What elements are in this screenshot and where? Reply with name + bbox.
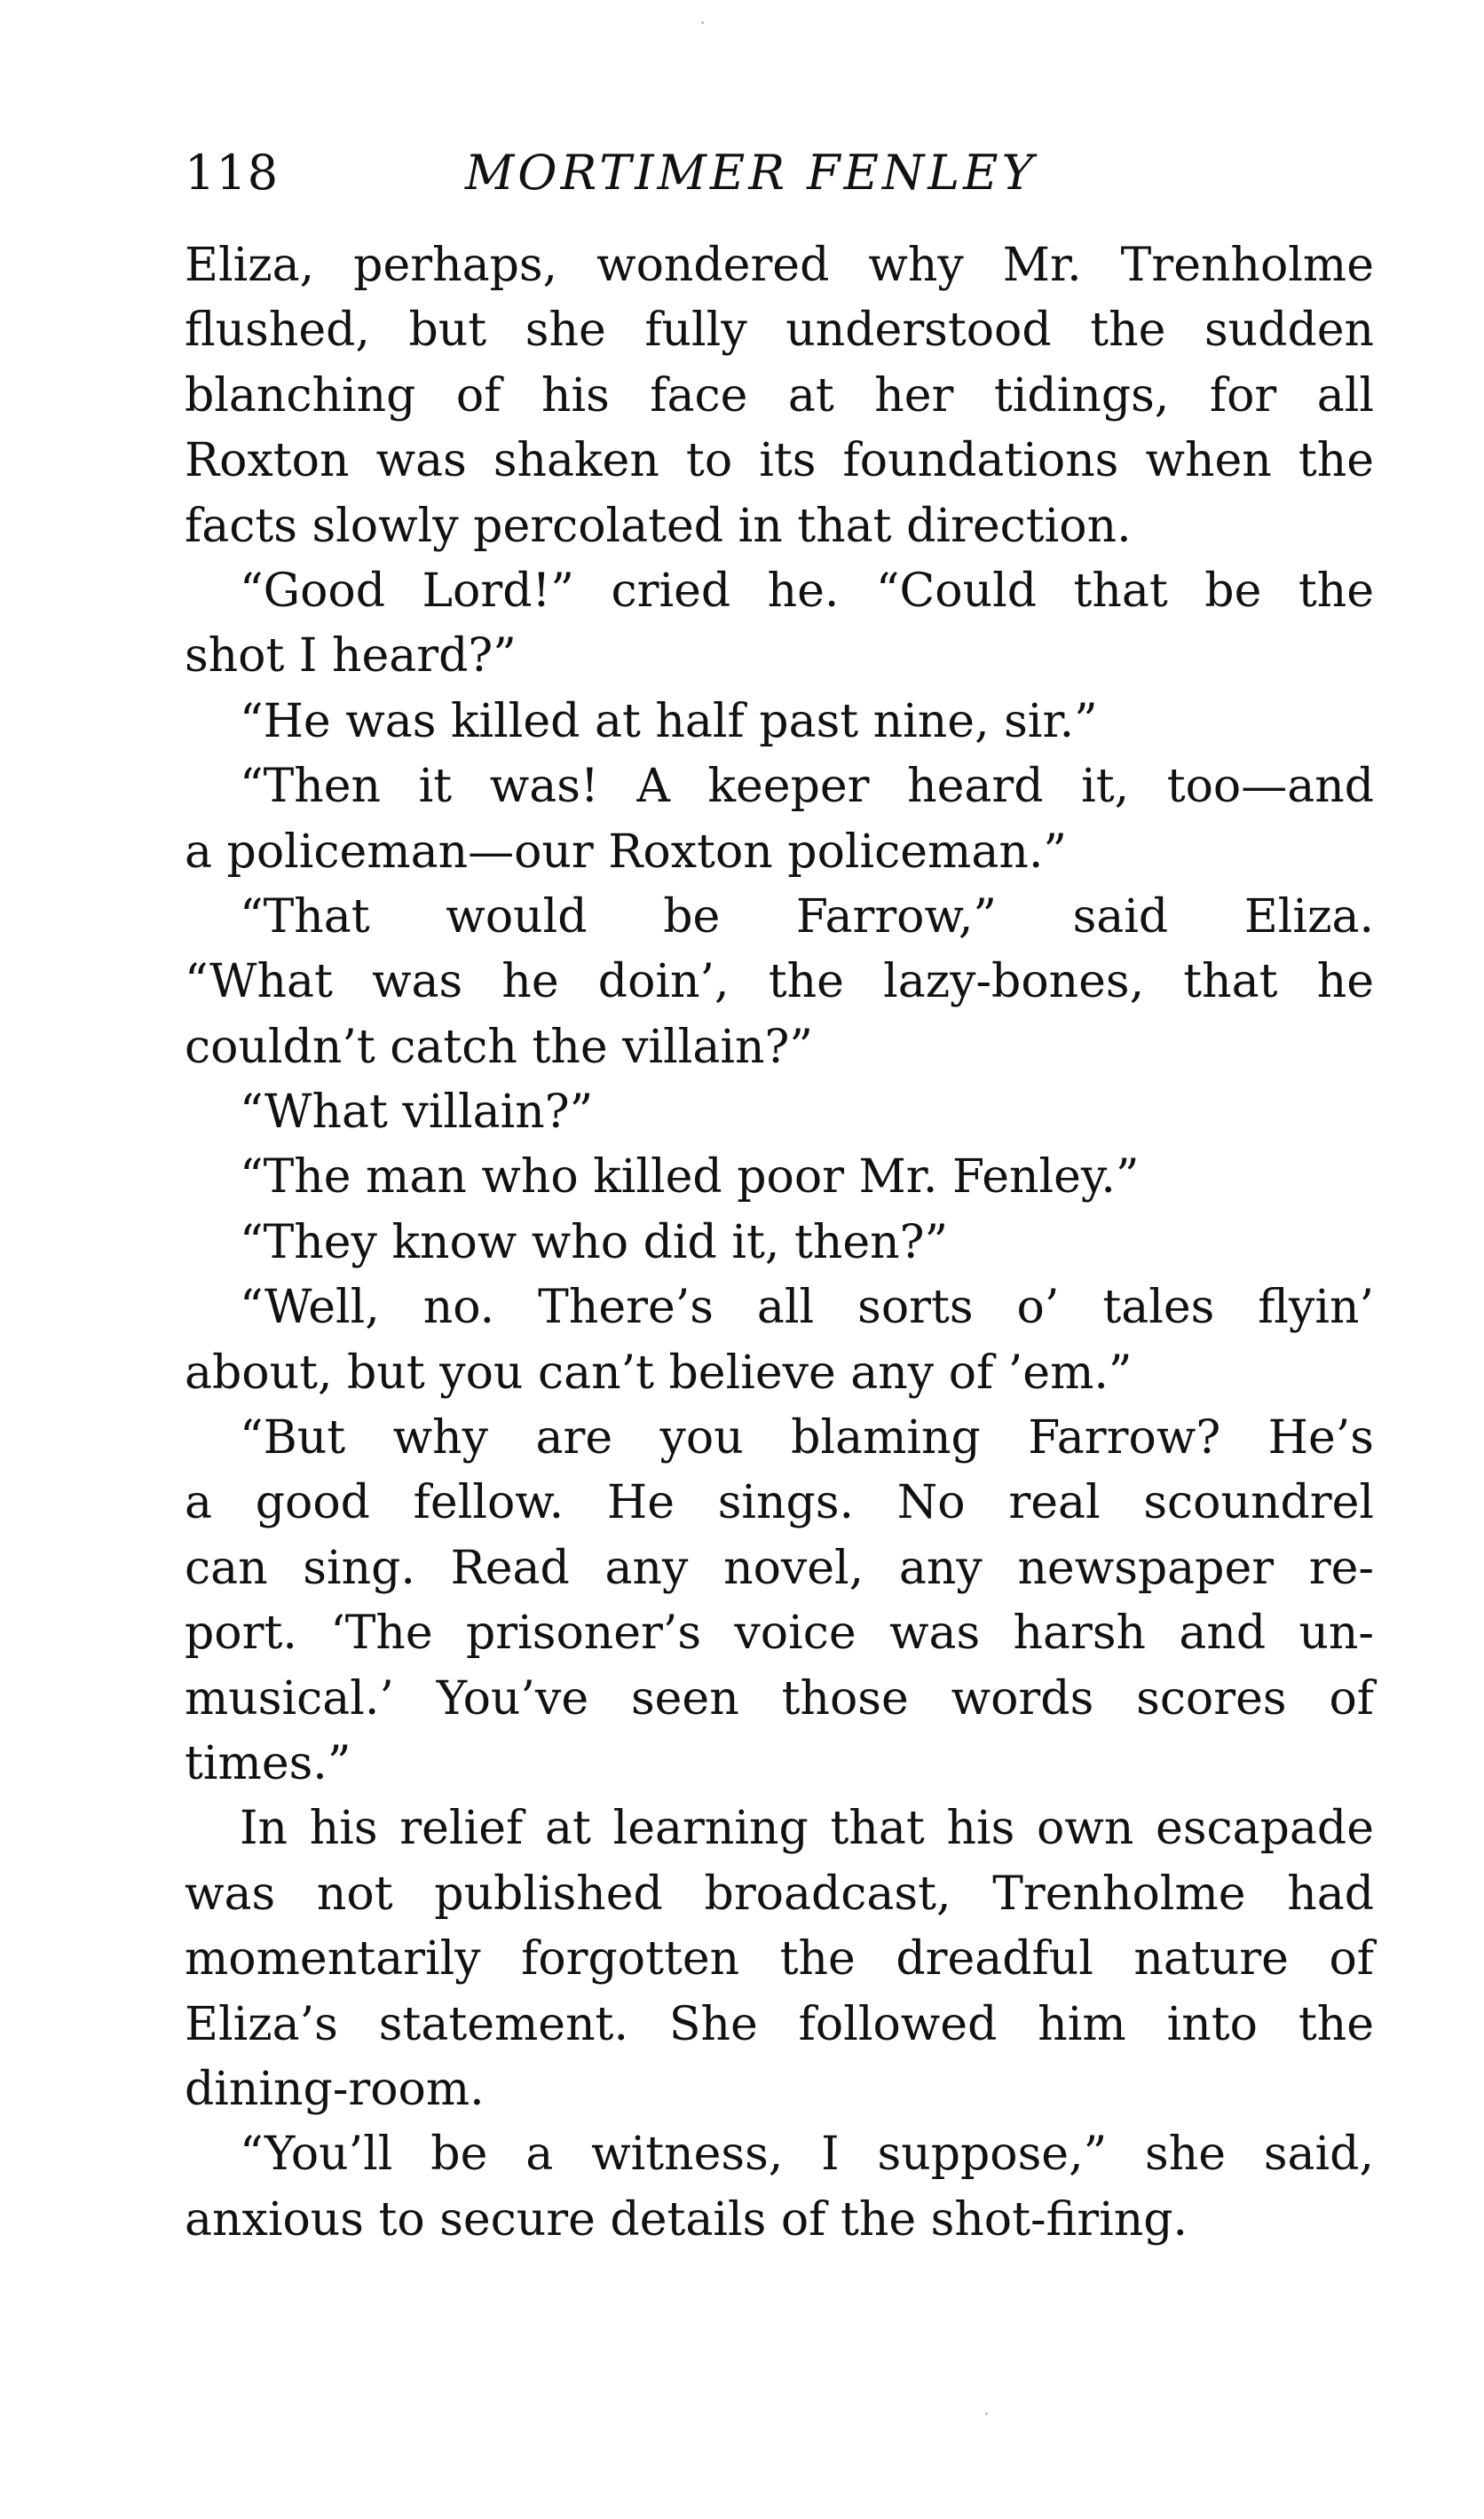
text-line: “Good Lord!” cried he. “Could that be the bbox=[240, 564, 1374, 618]
text-line: “What villain?” bbox=[240, 1086, 594, 1140]
text-line: port. ‘The prisoner’s voice was harsh and un- bbox=[185, 1607, 1374, 1661]
text-line: “But why are you blaming Farrow? He’s bbox=[240, 1411, 1374, 1465]
page-header bbox=[185, 138, 1374, 209]
text-line: flushed, but she fully understood the sudden bbox=[185, 304, 1374, 358]
text-line: “That would be Farrow,” said Eliza. bbox=[240, 889, 1374, 944]
body-text bbox=[185, 233, 1374, 2253]
text-line: momentarily forgotten the dreadful nature of bbox=[185, 1932, 1374, 1986]
text-line: In his relief at learning that his own escapade bbox=[240, 1802, 1374, 1856]
text-line: “You’ll be a witness, I suppose,” she said, bbox=[240, 2128, 1374, 2182]
text-line: a good fellow. He sings. No real scoundrel bbox=[185, 1476, 1374, 1530]
paper-speck bbox=[701, 21, 704, 24]
text-line: “Well, no. There’s all sorts o’ tales flyin’ bbox=[240, 1281, 1374, 1335]
text-line: about, but you can’t believe any of ’em.” bbox=[185, 1346, 1133, 1400]
text-line: musical.’ You’ve seen those words scores of bbox=[185, 1671, 1374, 1725]
text-line: “They know who did it, then?” bbox=[240, 1215, 949, 1269]
text-line: dining-room. bbox=[185, 2062, 485, 2116]
text-line: “The man who killed poor Mr. Fenley.” bbox=[240, 1150, 1140, 1204]
running-head: MORTIMER FENLEY bbox=[465, 145, 1038, 201]
text-line: blanching of his face at her tidings, for all bbox=[185, 368, 1374, 422]
page-number: 118 bbox=[185, 145, 280, 201]
text-line: facts slowly percolated in that direction. bbox=[185, 499, 1132, 553]
text-line: couldn’t catch the villain?” bbox=[185, 1020, 813, 1074]
text-line: Eliza, perhaps, wondered why Mr. Trenholme bbox=[185, 239, 1374, 292]
text-line: was not published broadcast, Trenholme had bbox=[185, 1867, 1374, 1921]
text-line: anxious to secure details of the shot-firing. bbox=[185, 2192, 1188, 2247]
text-line: can sing. Read any novel, any newspaper re- bbox=[185, 1541, 1374, 1595]
text-line: Roxton was shaken to its foundations when the bbox=[185, 434, 1374, 488]
text-line: “Then it was! A keeper heard it, too—and bbox=[240, 760, 1374, 814]
paper-speck bbox=[985, 2412, 988, 2415]
text-line: Eliza’s statement. She followed him into the bbox=[185, 1997, 1374, 2051]
text-line: times.” bbox=[185, 1736, 351, 1790]
text-line: a policeman—our Roxton policeman.” bbox=[185, 825, 1067, 879]
text-line: shot I heard?” bbox=[185, 629, 517, 683]
text-line: “He was killed at half past nine, sir.” bbox=[240, 694, 1098, 748]
text-line: “What was he doin’, the lazy-bones, that he bbox=[185, 955, 1374, 1009]
